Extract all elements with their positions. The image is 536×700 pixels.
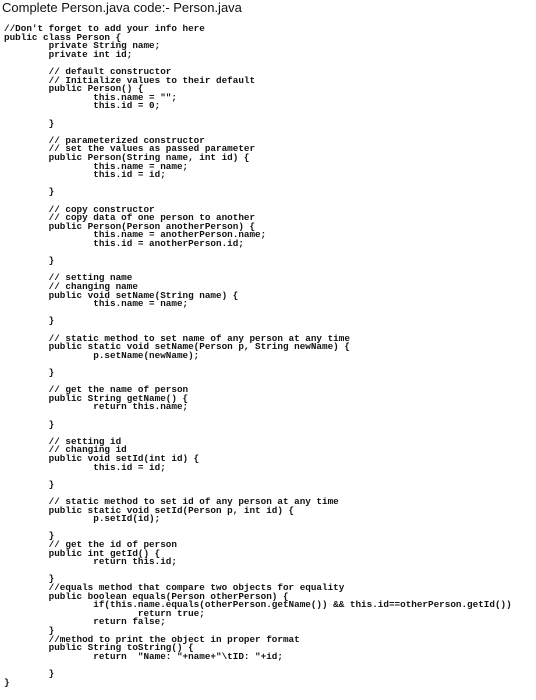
code-line: this.name = ""; bbox=[4, 91, 177, 103]
code-line: } bbox=[4, 186, 55, 198]
code-line: // static method to set id of any person at any time bbox=[4, 496, 339, 507]
code-line: if(this.name.equals(otherPerson.getName()) && this.id==otherPerson.getId()) bbox=[4, 599, 512, 611]
code-line: public Person() { bbox=[4, 83, 144, 95]
code-line: private int id; bbox=[4, 48, 133, 60]
code-line: public String getName() { bbox=[4, 392, 189, 404]
code-line: public class Person { bbox=[4, 31, 122, 43]
code-line: public void setId(int id) { bbox=[4, 453, 200, 464]
code-line: // set the values as passed parameter bbox=[4, 143, 256, 155]
code-line: public void setName(String name) { bbox=[4, 289, 239, 301]
code-line: this.id = anotherPerson.id; bbox=[4, 238, 244, 249]
code-line: // get the name of person bbox=[4, 384, 189, 396]
code-line: } bbox=[4, 668, 55, 679]
code-line: //equals method that compare two objects for equality bbox=[4, 582, 345, 593]
code-line: public int getId() { bbox=[4, 547, 161, 559]
code-block bbox=[4, 23, 536, 700]
code-line: this.name = name; bbox=[4, 298, 189, 310]
code-line: } bbox=[4, 315, 55, 327]
code-line: return this.id; bbox=[4, 556, 177, 568]
code-line: } bbox=[4, 255, 55, 267]
code-line: public static void setId(Person p, int id) { bbox=[4, 504, 295, 516]
code-line: return "Name: "+name+"\tID: "+id; bbox=[4, 650, 283, 662]
code-line: } bbox=[4, 117, 55, 129]
code-line: private String name; bbox=[4, 40, 161, 52]
code-line: p.setName(newName); bbox=[4, 349, 200, 361]
code-line: } bbox=[4, 625, 55, 636]
code-line: //Don't forget to add your info here bbox=[4, 23, 205, 34]
code-line: } bbox=[4, 478, 55, 490]
code-line: // copy data of one person to another bbox=[4, 212, 256, 224]
code-line: this.id = 0; bbox=[4, 100, 161, 112]
code-line: } bbox=[4, 418, 55, 430]
code-line: public boolean equals(Person otherPerson) { bbox=[4, 590, 289, 602]
page-title: Complete Person.java code:- Person.java bbox=[2, 0, 242, 15]
code-line: // setting name bbox=[4, 272, 133, 284]
code-line: // Initialize values to their default bbox=[4, 74, 256, 86]
code-line: public String toString() { bbox=[4, 642, 194, 654]
code-line: this.name = name; bbox=[4, 160, 189, 172]
code-line: return this.name; bbox=[4, 401, 189, 413]
code-line: } bbox=[4, 676, 10, 688]
code-line: // changing name bbox=[4, 281, 138, 292]
code-line: // changing id bbox=[4, 444, 127, 456]
code-line: // copy constructor bbox=[4, 203, 155, 215]
code-line: // parameterized constructor bbox=[4, 134, 205, 146]
code-line: public static void setName(Person p, String newName) { bbox=[4, 341, 350, 353]
code-line: } bbox=[4, 530, 55, 542]
code-line: public Person(Person anotherPerson) { bbox=[4, 220, 256, 232]
code-line: public Person(String name, int id) { bbox=[4, 152, 250, 163]
code-line: this.name = anotherPerson.name; bbox=[4, 229, 267, 241]
code-line: this.id = id; bbox=[4, 169, 166, 181]
code-line: p.setId(id); bbox=[4, 513, 161, 525]
code-line: // static method to set name of any person at any time bbox=[4, 332, 350, 344]
code-line: } bbox=[4, 573, 55, 585]
code-line: // get the id of person bbox=[4, 539, 177, 550]
code-line: } bbox=[4, 367, 55, 378]
code-line: return false; bbox=[4, 616, 166, 628]
code-line: // default constructor bbox=[4, 66, 172, 77]
code-line: // setting id bbox=[4, 435, 122, 447]
code-line: //method to print the object in proper format bbox=[4, 633, 300, 645]
code-line: return true; bbox=[4, 607, 205, 619]
code-line: this.id = id; bbox=[4, 461, 166, 473]
